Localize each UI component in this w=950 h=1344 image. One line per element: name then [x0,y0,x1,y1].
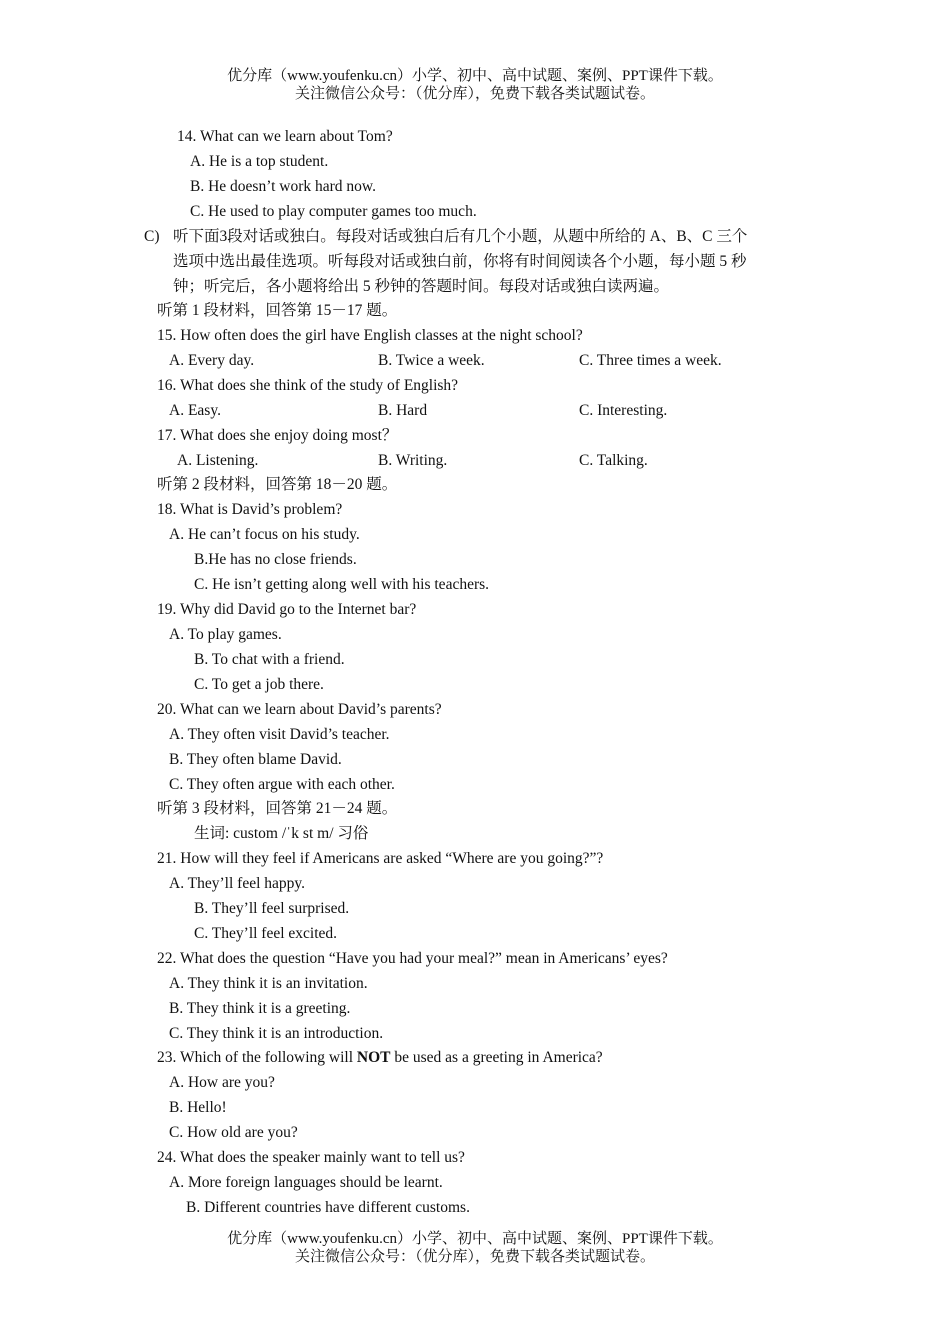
q14-option-c: C. He used to play computer games too much. [190,203,477,220]
footer-line-2: 关注微信公众号：（优分库），免费下载各类试题试卷。 [294,1249,655,1265]
q17-stem: 17. What does she enjoy doing most？ [157,427,398,444]
q22-option-b: B. They think it is a greeting. [169,1000,351,1017]
q23-option-b: B. Hello! [169,1099,227,1116]
q19-option-a: A. To play games. [169,626,282,643]
part3-intro: 听第 3 段材料，回答第 21－24 题。 [157,800,398,817]
q14-option-a: A. He is a top student. [190,153,329,170]
q21-option-c: C. They’ll feel excited. [194,925,338,942]
q16-option-b: B. Hard [378,402,428,419]
q24-stem: 24. What does the speaker mainly want to tell us? [157,1149,465,1166]
part2-intro: 听第 2 段材料，回答第 18－20 题。 [157,476,398,493]
q19-option-c: C. To get a job there. [194,676,324,693]
header-line-1: 优分库（www.youfenku.cn）小学、初中、高中试题、案例、PPT课件下载。 [227,68,723,84]
q15-option-c: C. Three times a week. [579,352,722,369]
q16-stem: 16. What does she think of the study of English? [157,377,459,394]
part1-intro: 听第 1 段材料，回答第 15－17 题。 [157,302,398,319]
q23-stem [157,1048,603,1068]
q14-option-b: B. He doesn’t work hard now. [190,178,376,195]
q15-stem: 15. How often does the girl have English classes at the night school? [157,327,583,344]
header-line-2: 关注微信公众号：（优分库），免费下载各类试题试卷。 [294,86,655,102]
q23-option-c: C. How old are you? [169,1124,298,1141]
q22-option-a: A. They think it is an invitation. [169,975,368,992]
q19-option-b: B. To chat with a friend. [194,651,345,668]
q23-stem-end: be used as a greeting in America? [390,1049,603,1066]
q20-option-a: A. They often visit David’s teacher. [169,726,390,743]
section-c-instruction-2: 选项中选出最佳选项。听每段对话或独白前，你将有时间阅读各个小题，每小题 5 秒 [173,253,747,270]
q17-option-c: C. Talking. [579,452,648,469]
q19-stem: 19. Why did David go to the Internet bar? [157,601,417,618]
section-c-instruction-3: 钟；听完后，各小题将给出 5 秒钟的答题时间。每段对话或独白读两遍。 [173,278,670,295]
q18-option-a: A. He can’t focus on his study. [169,526,360,543]
section-c-instruction-1: 听下面3段对话或独白。每段对话或独白后有几个小题，从题中所给的 A、B、C 三个 [173,228,748,245]
q24-option-a: A. More foreign languages should be learnt. [169,1174,443,1191]
q20-option-c: C. They often argue with each other. [169,776,395,793]
q23-stem-start: 23. Which of the following will [157,1049,357,1066]
q16-option-c: C. Interesting. [579,402,668,419]
page-footer [0,1230,950,1266]
q24-option-b: B. Different countries have different customs. [186,1199,470,1216]
q14-stem: 14. What can we learn about Tom? [177,128,393,145]
q21-option-b: B. They’ll feel surprised. [194,900,350,917]
vocabulary-note: 生词: custom /ˈk st m/ 习俗 [194,825,369,842]
q18-stem: 18. What is David’s problem? [157,501,343,518]
q17-option-b: B. Writing. [378,452,448,469]
q23-option-a: A. How are you? [169,1074,275,1091]
q17-option-a: A. Listening. [177,452,259,469]
q16-option-a: A. Easy. [169,402,221,419]
q22-option-c: C. They think it is an introduction. [169,1025,384,1042]
section-c-label: C) [144,228,160,245]
q21-option-a: A. They’ll feel happy. [169,875,306,892]
q23-stem-emphasis: NOT [356,1049,391,1066]
q15-option-b: B. Twice a week. [378,352,485,369]
q20-option-b: B. They often blame David. [169,751,342,768]
q20-stem: 20. What can we learn about David’s parents? [157,701,442,718]
q22-stem: 22. What does the question “Have you had your meal?” mean in Americans’ eyes? [157,950,668,967]
q15-option-a: A. Every day. [169,352,255,369]
q18-option-c: C. He isn’t getting along well with his teachers. [194,576,490,593]
page-header [0,67,950,103]
q18-option-b: B.He has no close friends. [194,551,357,568]
q21-stem: 21. How will they feel if Americans are asked “Where are you going?”? [157,850,604,867]
footer-line-1: 优分库（www.youfenku.cn）小学、初中、高中试题、案例、PPT课件下载。 [227,1231,723,1247]
